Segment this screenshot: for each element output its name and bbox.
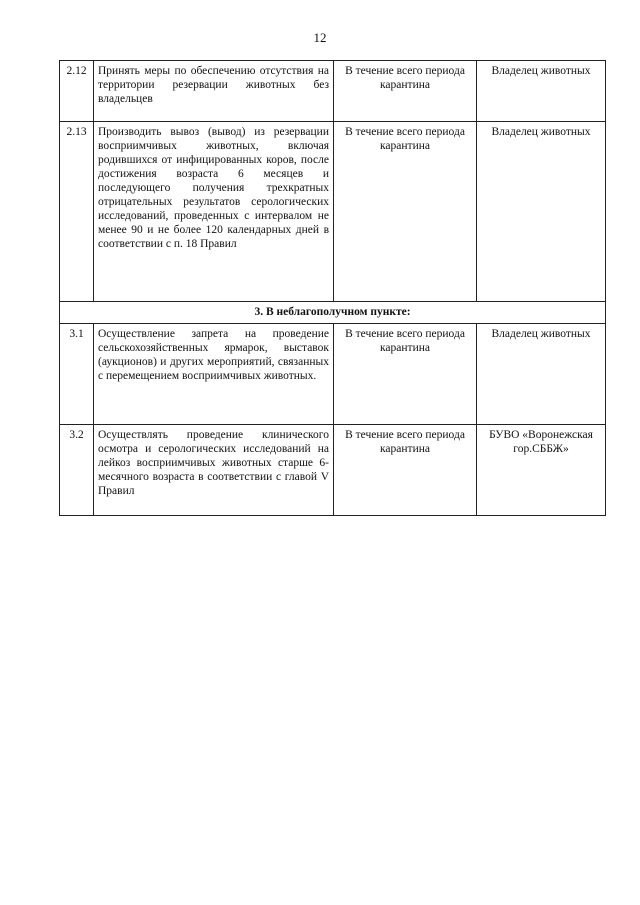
page-number: 12 [313, 30, 327, 45]
section-header-row [60, 302, 606, 324]
measure-responsible: Владелец животных [477, 122, 606, 302]
measure-period: В течение всего периода карантина [334, 425, 477, 516]
row-number: 2.12 [60, 61, 94, 122]
measure-period: В течение всего периода карантина [334, 61, 477, 122]
quarantine-measures-table [59, 60, 606, 516]
measure-description: Осуществлять проведение клинического осмотра и серологических исследований на лейкоз восприимчивых животных старше 6-месячного возраста в соответствии с главой V Правил [94, 425, 334, 516]
table-row [60, 324, 606, 425]
measure-description: Принять меры по обеспечению отсутствия на территории резервации животных без владельцев [94, 61, 334, 122]
row-number: 3.2 [60, 425, 94, 516]
measure-description: Осуществление запрета на проведение сельскохозяйственных ярмарок, выставок (аукционов) и других мероприятий, связанных с перемещением восприимчивых животных. [94, 324, 334, 425]
measure-description: Производить вывоз (вывод) из резервации восприимчивых животных, включая родившихся от инфицированных коров, после достижения возраста 6 месяцев и последующего получения трехкратных отрицательных результатов серологических исследований, проведенных с интервалом не менее 90 и не более 120 календарных дней в соответствии с п. 18 Правил [94, 122, 334, 302]
row-number: 3.1 [60, 324, 94, 425]
measure-period: В течение всего периода карантина [334, 324, 477, 425]
table-row [60, 425, 606, 516]
row-number: 2.13 [60, 122, 94, 302]
section-title: 3. В неблагополучном пункте: [60, 302, 606, 324]
measure-responsible: БУВО «Воронежская гор.СББЖ» [477, 425, 606, 516]
measure-period: В течение всего периода карантина [334, 122, 477, 302]
measure-responsible: Владелец животных [477, 61, 606, 122]
table-row [60, 61, 606, 122]
measure-responsible: Владелец животных [477, 324, 606, 425]
table-row [60, 122, 606, 302]
